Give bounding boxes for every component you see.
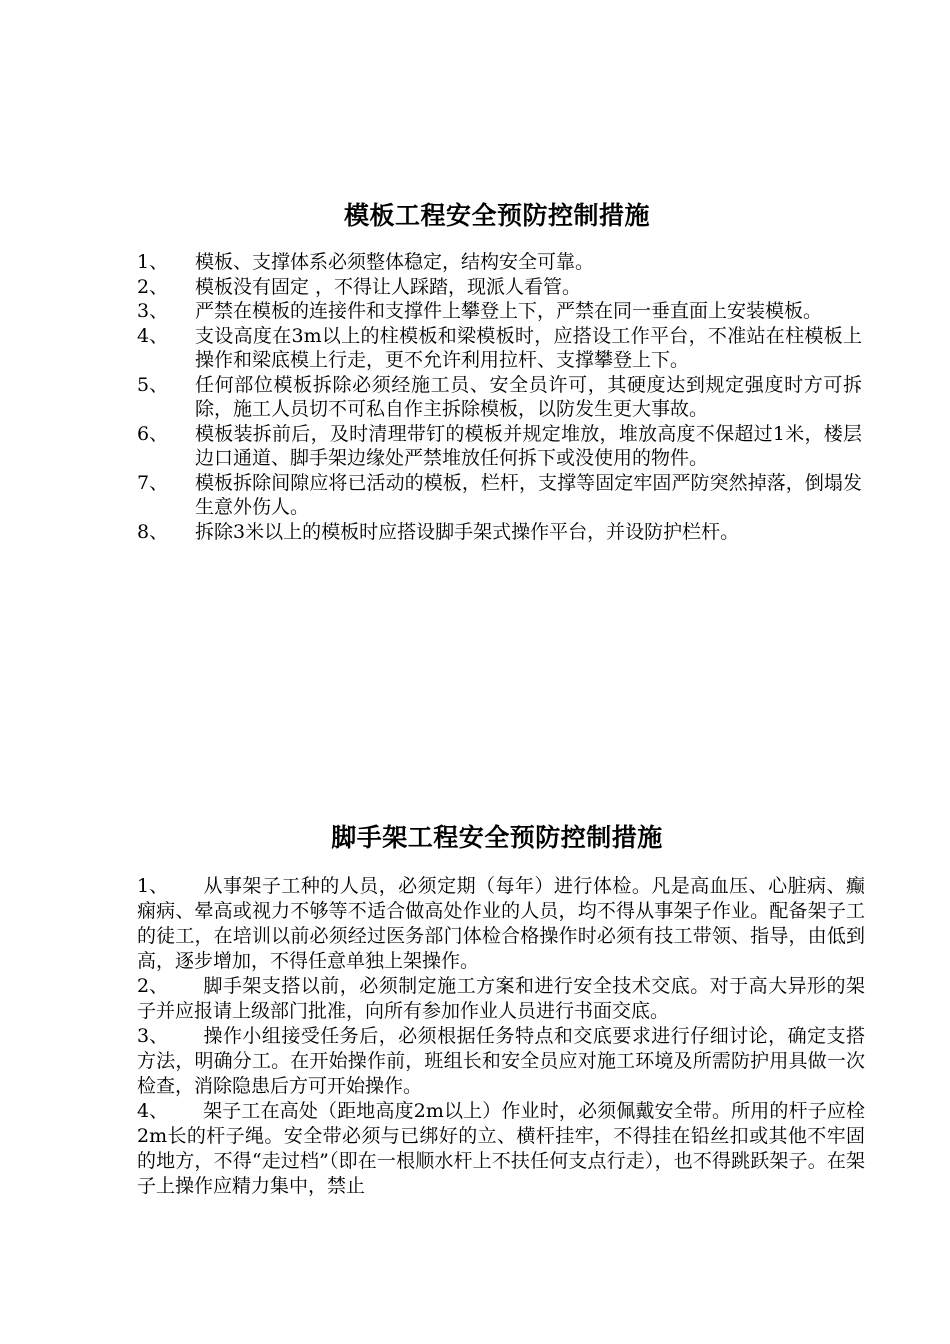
item-number: 1、 (137, 875, 169, 897)
paragraph-item (137, 874, 865, 974)
item-text: 任何部位模板拆除必须经施工员、安全员许可，其硬度达到规定强度时方可拆除，施工人员切不可私自作主拆除模板，以防发生更大事故。 (195, 373, 862, 420)
item-number: 4、 (137, 1100, 169, 1122)
paragraph-item (137, 974, 865, 1024)
item-number: 8、 (137, 520, 169, 543)
list-item (137, 275, 862, 300)
list-item (137, 324, 862, 373)
paragraph-item (137, 1024, 865, 1099)
item-number: 2、 (137, 975, 169, 997)
item-number: 4、 (137, 324, 169, 347)
section-2-title: 脚手架工程安全预防控制措施 (331, 822, 663, 852)
item-text: 模板没有固定 ，不得让人踩踏，现派人看管。 (195, 275, 582, 298)
list-item (137, 373, 862, 422)
formwork-measures-list (137, 250, 862, 544)
item-text: 模板装拆前后，及时清理带钉的模板并规定堆放，堆放高度不保超过1米，楼层边口通道、脚手架边缘处严禁堆放任何拆下或没使用的物件。 (195, 422, 862, 469)
list-item (137, 299, 862, 324)
paragraph-item (137, 1099, 865, 1199)
item-text: 严禁在模板的连接件和支撑件上攀登上下，严禁在同一垂直面上安装模板。 (195, 300, 823, 322)
item-number: 6、 (137, 422, 169, 445)
list-item (137, 422, 862, 471)
item-text: 模板拆除间隙应将已活动的模板，栏杆，支撑等固定牢固严防突然掉落，倒塌发生意外伤人。 (195, 471, 862, 518)
list-item (137, 471, 862, 520)
item-text: 模板、支撑体系必须整体稳定，结构安全可靠。 (195, 251, 595, 273)
item-text: 操作小组接受任务后，必须根据任务特点和交底要求进行仔细讨论，确定支搭方法，明确分工。在开始操作前，班组长和安全员应对施工环境及所需防护用具做一次检查，消除隐患后方可开始操作。 (137, 1025, 865, 1097)
item-text: 脚手架支搭以前，必须制定施工方案和进行安全技术交底。对于高大异形的架子并应报请上级部门批准，向所有参加作业人员进行书面交底。 (137, 975, 865, 1022)
item-number: 1、 (137, 251, 169, 273)
item-text: 支设高度在3m以上的柱模板和梁模板时，应搭设工作平台，不准站在柱模板上操作和梁底模上行走，更不允许利用拉杆、支撑攀登上下。 (195, 324, 862, 371)
item-text: 架子工在高处（距地高度2m以上）作业时，必须佩戴安全带。所用的杆子应栓2m长的杆子绳。安全带必须与已绑好的立、横杆挂牢，不得挂在铅丝扣或其他不牢固的地方，不得“走过档”（即在一根顺水杆上不扶任何支点行走），也不得跳跃架子。在架子上操作应精力集中，禁止 (137, 1100, 865, 1197)
item-number: 3、 (137, 1025, 169, 1047)
scaffold-measures-list (137, 874, 865, 1199)
list-item (137, 520, 862, 545)
section-1-title: 模板工程安全预防控制措施 (343, 200, 650, 230)
item-text: 从事架子工种的人员，必须定期（每年）进行体检。凡是高血压、心脏病、癫痫病、晕高或视力不够等不适合做高处作业的人员，均不得从事架子作业。配备架子工的徒工，在培训以前必须经过医务部门体检合格操作时必须有技工带领、指导，由低到高，逐步增加，不得任意单独上架操作。 (137, 875, 865, 972)
item-number: 5、 (137, 373, 169, 396)
item-number: 3、 (137, 300, 169, 322)
item-number: 7、 (137, 471, 169, 494)
item-number: 2、 (137, 275, 169, 298)
item-text: 拆除3米以上的模板时应搭设脚手架式操作平台，并设防护栏杆。 (195, 520, 740, 543)
list-item (137, 250, 862, 275)
